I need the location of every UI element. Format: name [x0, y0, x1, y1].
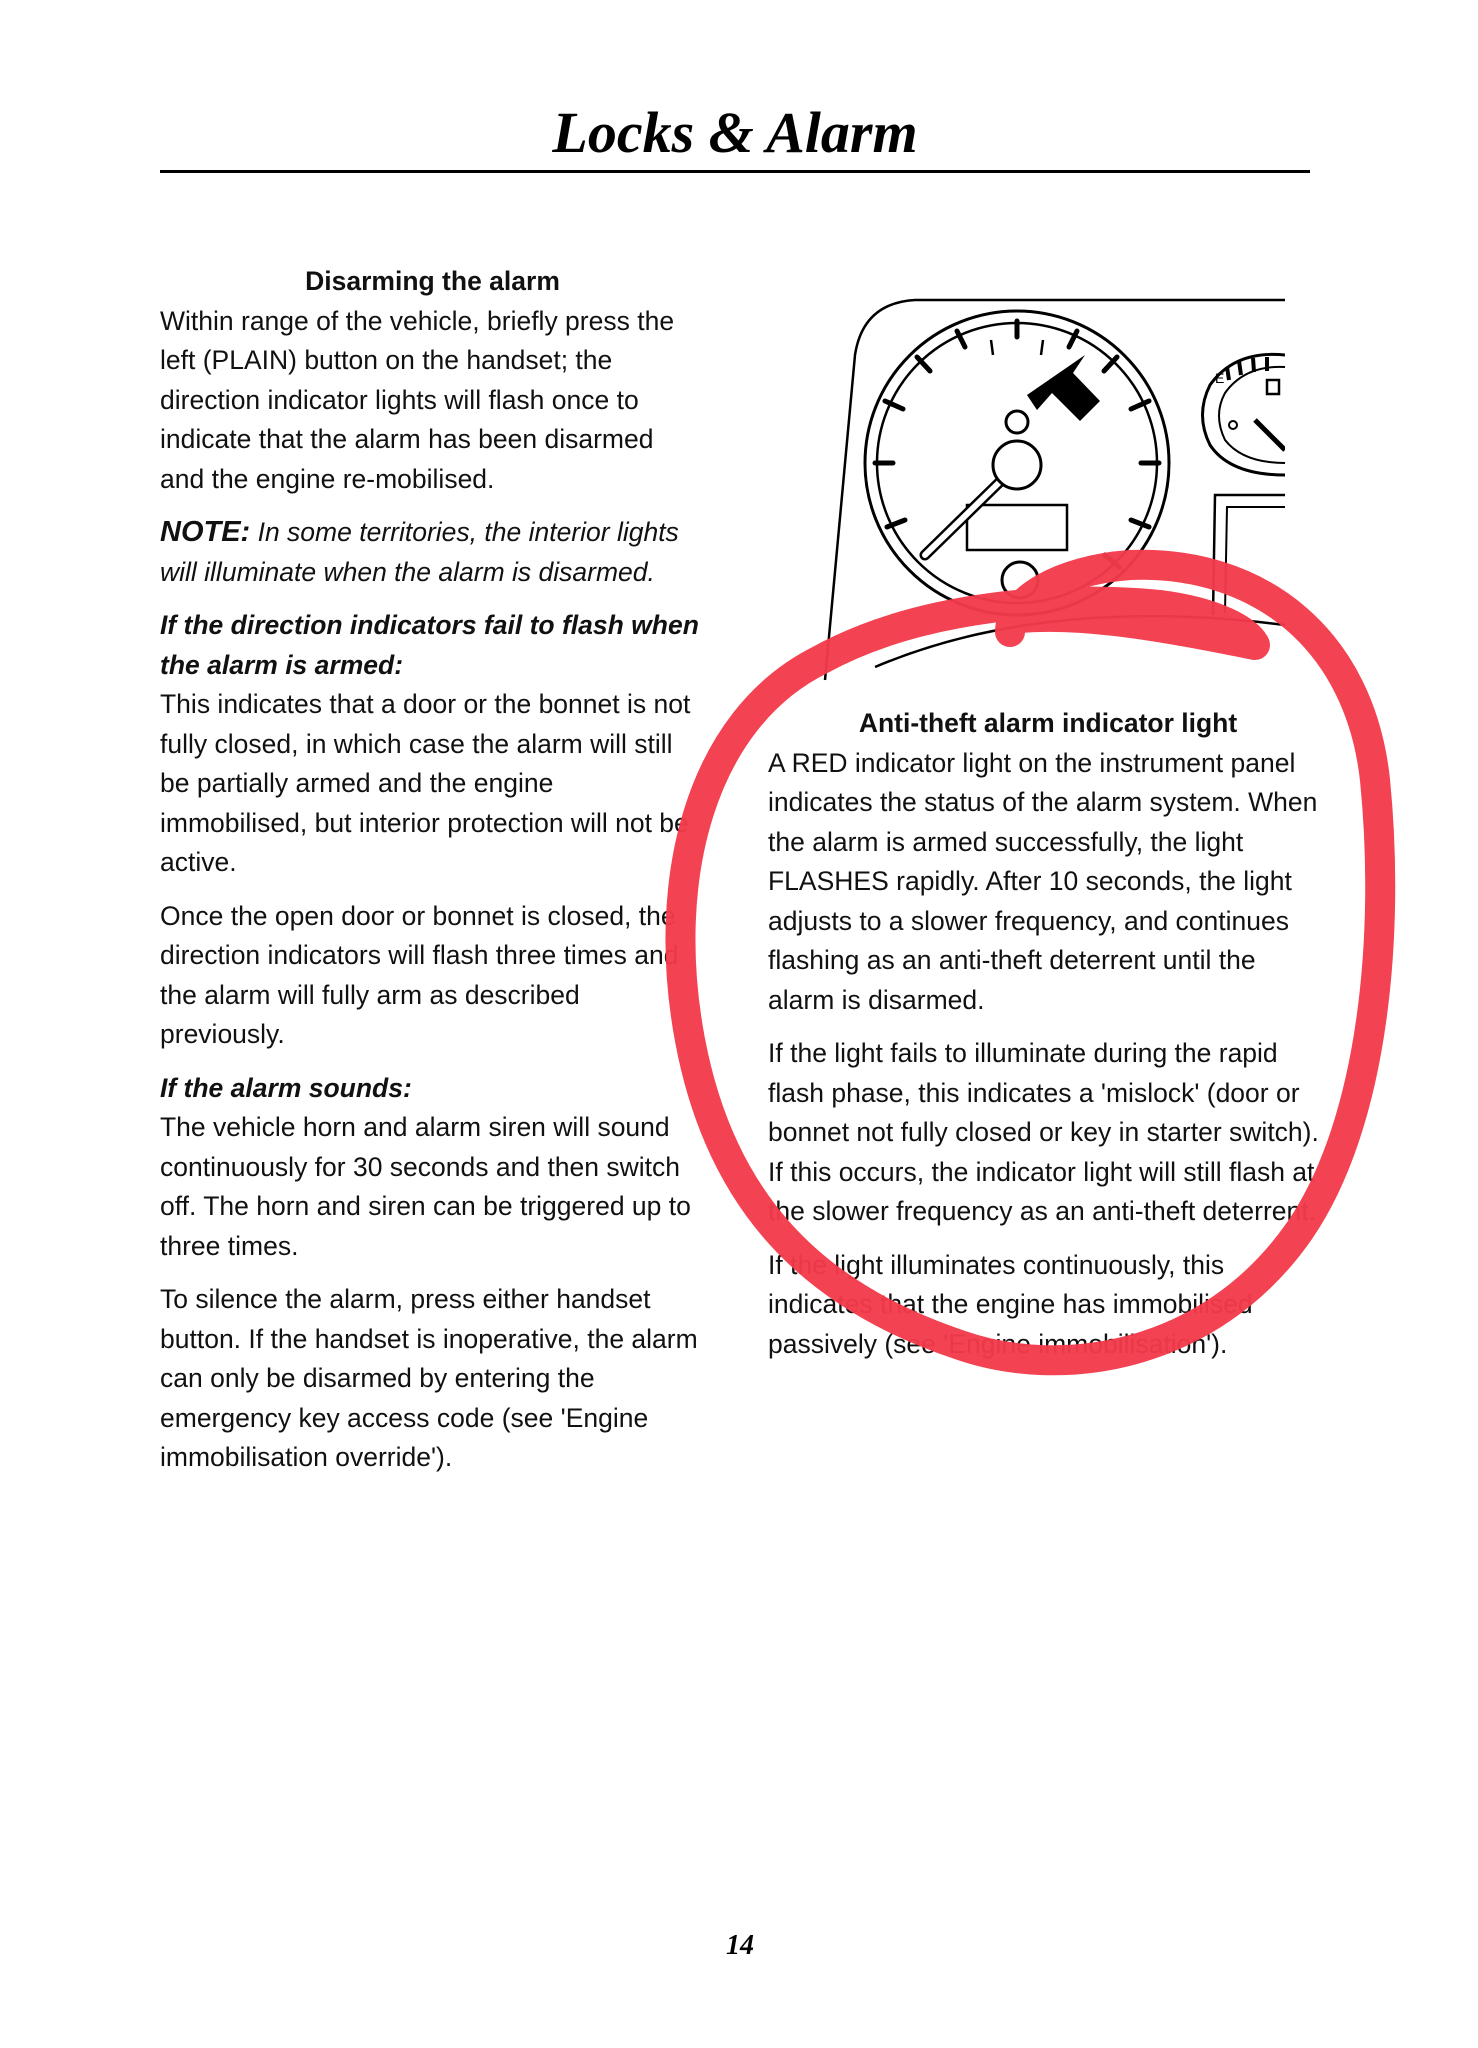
note-text: In some territories, the interior lights will illuminate when the alarm is disarmed. — [160, 517, 679, 587]
page-title: Locks & Alarm — [552, 100, 918, 165]
sounds-heading: If the alarm sounds: — [160, 1072, 412, 1103]
right-column — [768, 704, 1328, 1378]
indicator-para-2: If the light fails to illuminate during the rapid flash phase, this indicates a 'mislock' (door or bonnet not fully closed or key in starter switch). If this occurs, the indicator light will still flash at the slower frequency as an anti-theft deterrent. — [768, 1038, 1319, 1226]
disarming-text: Within range of the vehicle, briefly press the left (PLAIN) button on the handset; the direction indicator lights will flash once to indicate that the alarm has been disarmed and the engine re-mobilised. — [160, 305, 675, 494]
sounds-text-2: To silence the alarm, press either handset button. If the handset is inoperative, the alarm can only be disarmed by entering the emergency key access code (see 'Engine immobilisation override'). — [160, 1284, 698, 1472]
title-rule — [160, 170, 1310, 173]
note — [160, 513, 705, 592]
sounds-text-1: The vehicle horn and alarm siren will sound continuously for 30 seconds and then switch off. The horn and siren can be triggered up to three times. — [160, 1112, 691, 1261]
fail-text-1: This indicates that a door or the bonnet is not fully closed, in which case the alarm will still be partially armed and the engine immobilised, but interior protection will not be active. — [160, 689, 691, 877]
fail-heading: If the direction indicators fail to flash when the alarm is armed: — [160, 610, 699, 680]
fuel-label: E — [1215, 370, 1225, 386]
page-number: 14 — [726, 1930, 754, 1961]
note-label: NOTE: — [160, 516, 251, 548]
arrow-icon — [1027, 355, 1100, 421]
fuel-pump-icon — [1267, 380, 1279, 394]
fail-text-2: Once the open door or bonnet is closed, the direction indicators will flash three times and the alarm will fully arm as described previously. — [160, 900, 679, 1049]
instrument-panel-illustration — [815, 295, 1285, 685]
left-column — [160, 262, 705, 1492]
indicator-para-1: A RED indicator light on the instrument panel indicates the status of the alarm system. When the alarm is armed successfully, the light FLASHES rapidly. After 10 seconds, the light adjusts to a slower frequency, and continues flashing as an anti-theft deterrent until the alarm is disarmed. — [768, 747, 1318, 1015]
disarming-heading: Disarming the alarm — [305, 266, 560, 296]
indicator-heading: Anti-theft alarm indicator light — [858, 708, 1238, 738]
indicator-para-3: If the light illuminates continuously, this indicates that the engine has immobilised passively (see 'Engine immobilisation'). — [768, 1249, 1253, 1359]
